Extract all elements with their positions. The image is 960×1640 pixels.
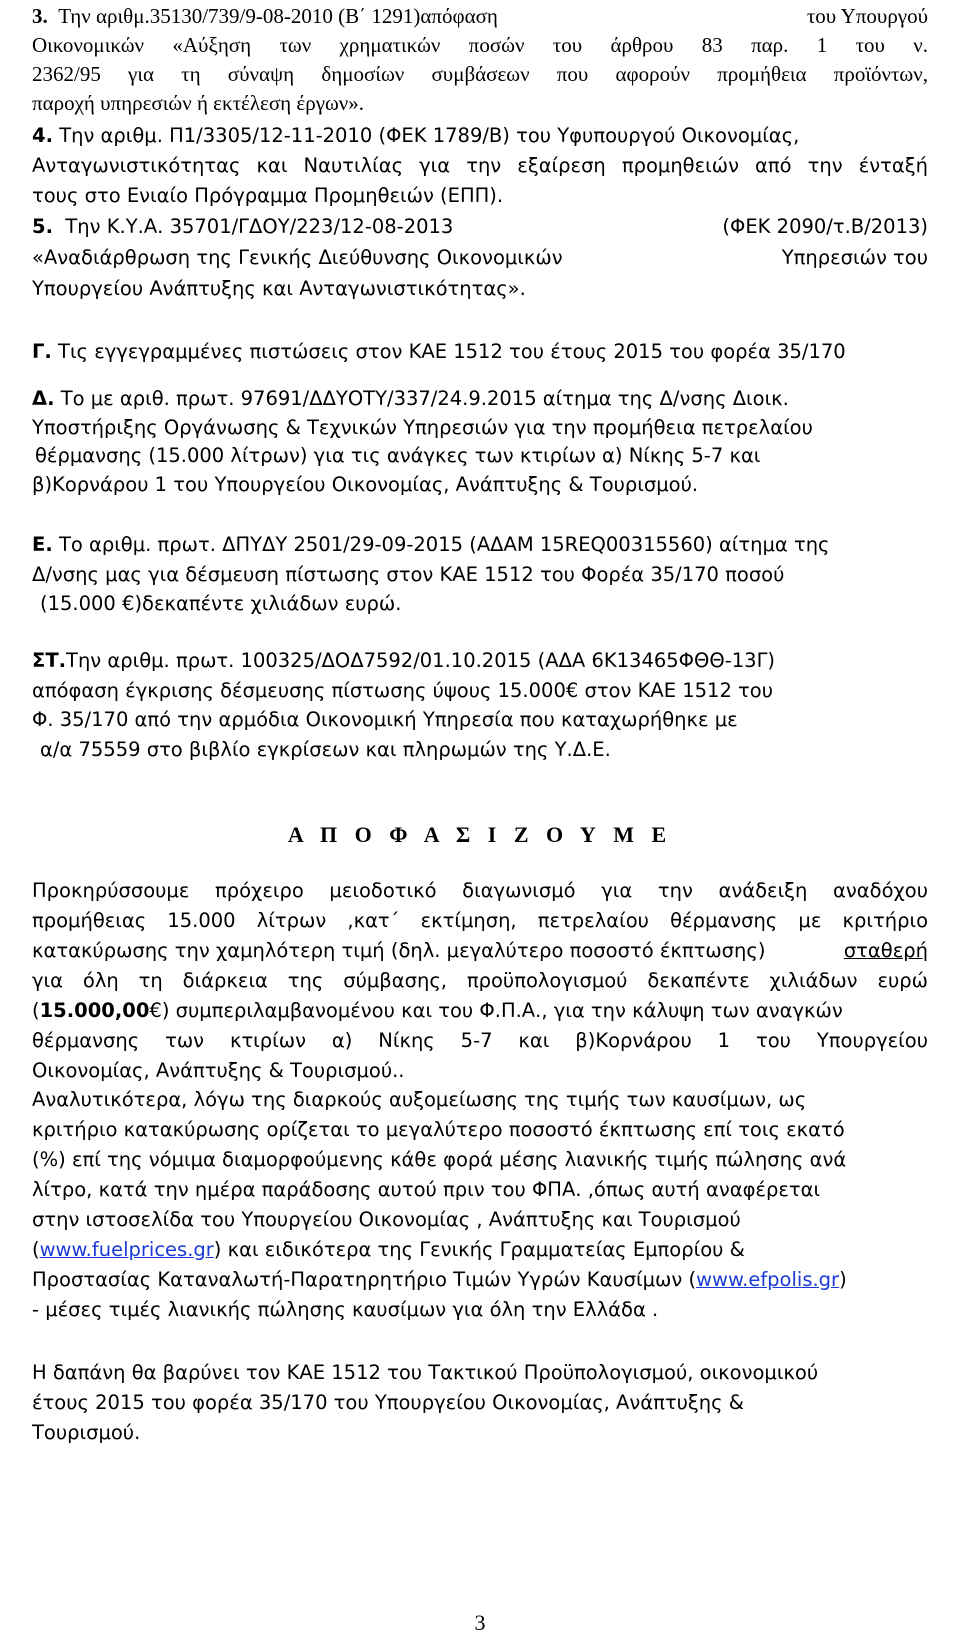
section-e	[32, 530, 928, 619]
section-st-line2: απόφαση έγκρισης δέσμευσης πίστωσης ύψους 15.000€ στον ΚΑΕ 1512 του	[32, 678, 773, 702]
section-e-line2: Δ/νσης μας για δέσμευση πίστωσης στον ΚΑΕ 1512 του Φορέα 35/170 ποσού	[32, 562, 785, 586]
ref-item-3	[32, 2, 928, 118]
decision-p3-line3: Τουρισμού.	[32, 1421, 141, 1444]
ref-item-5-line1b: (ΦΕΚ 2090/τ.Β/2013)	[722, 215, 928, 238]
decision-p1-line5-open: (	[32, 999, 40, 1022]
decision-p3-line2: έτους 2015 του φορέα 35/170 του Υπουργείου Οικονομίας, Ανάπτυξης &	[32, 1391, 744, 1414]
decision-paragraph-3	[32, 1358, 928, 1448]
section-d-line3: θέρμανσης (15.000 λίτρων) για τις ανάγκες των κτιρίων α) Νίκης 5-7 και	[35, 444, 761, 467]
decision-p1-amount: 15.000,00	[39, 999, 150, 1022]
section-st-label: ΣΤ.	[32, 649, 67, 672]
section-g-text: Τις εγγεγραμμένες πιστώσεις στον ΚΑΕ 1512 του έτους 2015 του φορέα 35/170	[58, 340, 846, 363]
efpolis-link[interactable]: www.efpolis.gr	[696, 1268, 840, 1291]
ref-item-5-line2b: Υπηρεσιών του	[781, 246, 928, 269]
section-g	[32, 336, 928, 367]
ref-item-3-line1a: Την αριθμ.35130/739/9-08-2010 (Β΄ 1291)απόφαση	[58, 4, 498, 28]
decision-paragraph-1	[32, 876, 928, 1086]
section-d-label: Δ.	[32, 387, 55, 410]
ref-item-3-line1b: του Υπουργού	[806, 4, 928, 28]
decision-p1-line1: Προκηρύσσουμε πρόχειρο μειοδοτικό διαγωνισμό για την ανάδειξη αναδόχου	[32, 879, 928, 902]
section-d-line4: β)Κορνάρου 1 του Υπουργείου Οικονομίας, Ανάπτυξης & Τουρισμού.	[32, 472, 699, 496]
section-st-line4: α/α 75559 στο βιβλίο εγκρίσεων και πληρωμών της Υ.Δ.Ε.	[40, 737, 611, 761]
ref-item-3-line2: Οικονομικών «Αύξηση των χρηματικών ποσών του άρθρου 83 παρ. 1 του ν.	[32, 33, 928, 57]
decision-p1-line2: προμήθειας 15.000 λίτρων ,κατ΄ εκτίμηση, πετρελαίου θέρμανσης με κριτήριο	[32, 909, 928, 932]
page-number: 3	[474, 1610, 486, 1635]
decision-p1-line3a: κατακύρωσης την χαμηλότερη τιμή (δηλ. μεγαλύτερο ποσοστό έκπτωσης)	[32, 939, 766, 962]
decision-p1-fixed-word: σταθερή	[843, 939, 928, 962]
decision-p1-line4: για όλη τη διάρκεια της σύμβασης, προϋπολογισμού δεκαπέντε χιλιάδων ευρώ	[32, 969, 928, 992]
section-e-line3: (15.000 €)δεκαπέντε χιλιάδων ευρώ.	[40, 592, 402, 615]
section-st	[32, 646, 928, 764]
decision-heading: Α Π Ο Φ Α Σ Ι Ζ Ο Υ Μ Ε	[287, 822, 673, 847]
decision-p2-line7a: Προστασίας Καταναλωτή-Παρατηρητήριο Τιμών Υγρών Καυσίμων (	[32, 1268, 697, 1291]
ref-item-5-line3: Υπουργείου Ανάπτυξης και Ανταγωνιστικότητας».	[32, 277, 526, 300]
ref-item-5-line2a: «Αναδιάρθρωση της Γενικής Διεύθυνσης Οικονομικών	[32, 246, 563, 269]
section-e-line1: Το αριθμ. πρωτ. ΔΠΥΔΥ 2501/29-09-2015 (ΑΔΑΜ 15REQ00315560) αίτημα της	[58, 533, 830, 556]
decision-p2-line6-rest: ) και ειδικότερα της Γενικής Γραμματείας Εμπορίου &	[213, 1238, 745, 1261]
ref-item-5	[32, 211, 928, 304]
decision-p2-line3: (%) επί της νόμιμα διαμορφούμενης κάθε φορά μέσης λιανικής τιμής πώλησης ανά	[32, 1148, 847, 1171]
decision-p2-line5: στην ιστοσελίδα του Υπουργείου Οικονομίας , Ανάπτυξης και Τουρισμού	[32, 1208, 741, 1231]
ref-item-4-num: 4.	[32, 124, 53, 147]
decision-p1-line6: θέρμανσης των κτιρίων α) Νίκης 5-7 και β)Κορνάρου 1 του Υπουργείου	[32, 1029, 928, 1052]
ref-item-3-line4: παροχή υπηρεσιών ή εκτέλεση έργων».	[32, 91, 365, 115]
ref-item-4-line3: τους στο Ενιαίο Πρόγραμμα Προμηθειών (ΕΠΠ).	[32, 184, 504, 207]
ref-item-4-line2: Ανταγωνιστικότητας και Ναυτιλίας για την εξαίρεση προμηθειών από την ένταξή	[32, 154, 928, 177]
ref-item-4-line1: Την αριθμ. Π1/3305/12-11-2010 (ΦΕΚ 1789/Β) του Υφυπουργού Οικονομίας,	[59, 124, 800, 147]
ref-item-5-num: 5.	[32, 215, 53, 238]
section-d-line1: Το με αριθ. πρωτ. 97691/ΔΔΥΟΤΥ/337/24.9.2015 αίτημα της Δ/νσης Διοικ.	[60, 387, 789, 410]
ref-item-3-line3: 2362/95 για τη σύναψη δημοσίων συμβάσεων που αφορούν προμήθεια προϊόντων,	[32, 62, 928, 86]
ref-item-5-line1a: Την Κ.Υ.Α. 35701/ΓΔΟΥ/223/12-08-2013	[65, 215, 454, 238]
decision-p2-line6-open: (	[32, 1238, 40, 1261]
decision-p2-line1: Αναλυτικότερα, λόγω της διαρκούς αυξομείωσης της τιμής των καυσίμων, ως	[32, 1088, 807, 1111]
decision-p1-line7: Οικονομίας, Ανάπτυξης & Τουρισμού..	[32, 1059, 405, 1082]
ref-item-4	[32, 121, 928, 211]
section-st-line1: Την αριθμ. πρωτ. 100325/ΔΟΔ7592/01.10.2015 (ΑΔΑ 6Κ13465ΦΘΘ-13Γ)	[66, 649, 776, 672]
decision-p1-line5-rest: €) συμπεριλαμβανομένου και του Φ.Π.Α., για την κάλυψη των αναγκών	[149, 999, 843, 1022]
section-e-label: Ε.	[32, 533, 53, 556]
decision-p2-line8: - μέσες τιμές λιανικής πώλησης καυσίμων για όλη την Ελλάδα .	[32, 1298, 659, 1321]
section-g-label: Γ.	[32, 340, 52, 363]
decision-p2-line2: κριτήριο κατακύρωσης ορίζεται το μεγαλύτερο ποσοστό έκπτωσης επί τοις εκατό	[32, 1118, 845, 1141]
ref-item-3-num: 3.	[32, 4, 48, 28]
section-d-line2: Υποστήριξης Οργάνωσης & Τεχνικών Υπηρεσιών για την προμήθεια πετρελαίου	[32, 415, 813, 439]
decision-p2-line7b: )	[839, 1268, 847, 1291]
decision-p2-line4: λίτρο, κατά την ημέρα παράδοσης αυτού πριν του ΦΠΑ. ,όπως αυτή αναφέρεται	[32, 1178, 821, 1201]
fuelprices-link[interactable]: www.fuelprices.gr	[39, 1238, 214, 1261]
decision-p3-line1: Η δαπάνη θα βαρύνει τον ΚΑΕ 1512 του Τακτικού Προϋπολογισμού, οικονομικού	[32, 1361, 819, 1384]
section-st-line3: Φ. 35/170 από την αρμόδια Οικονομική Υπηρεσία που καταχωρήθηκε με	[32, 708, 738, 731]
section-d	[32, 385, 928, 499]
decision-paragraph-2	[32, 1085, 928, 1325]
